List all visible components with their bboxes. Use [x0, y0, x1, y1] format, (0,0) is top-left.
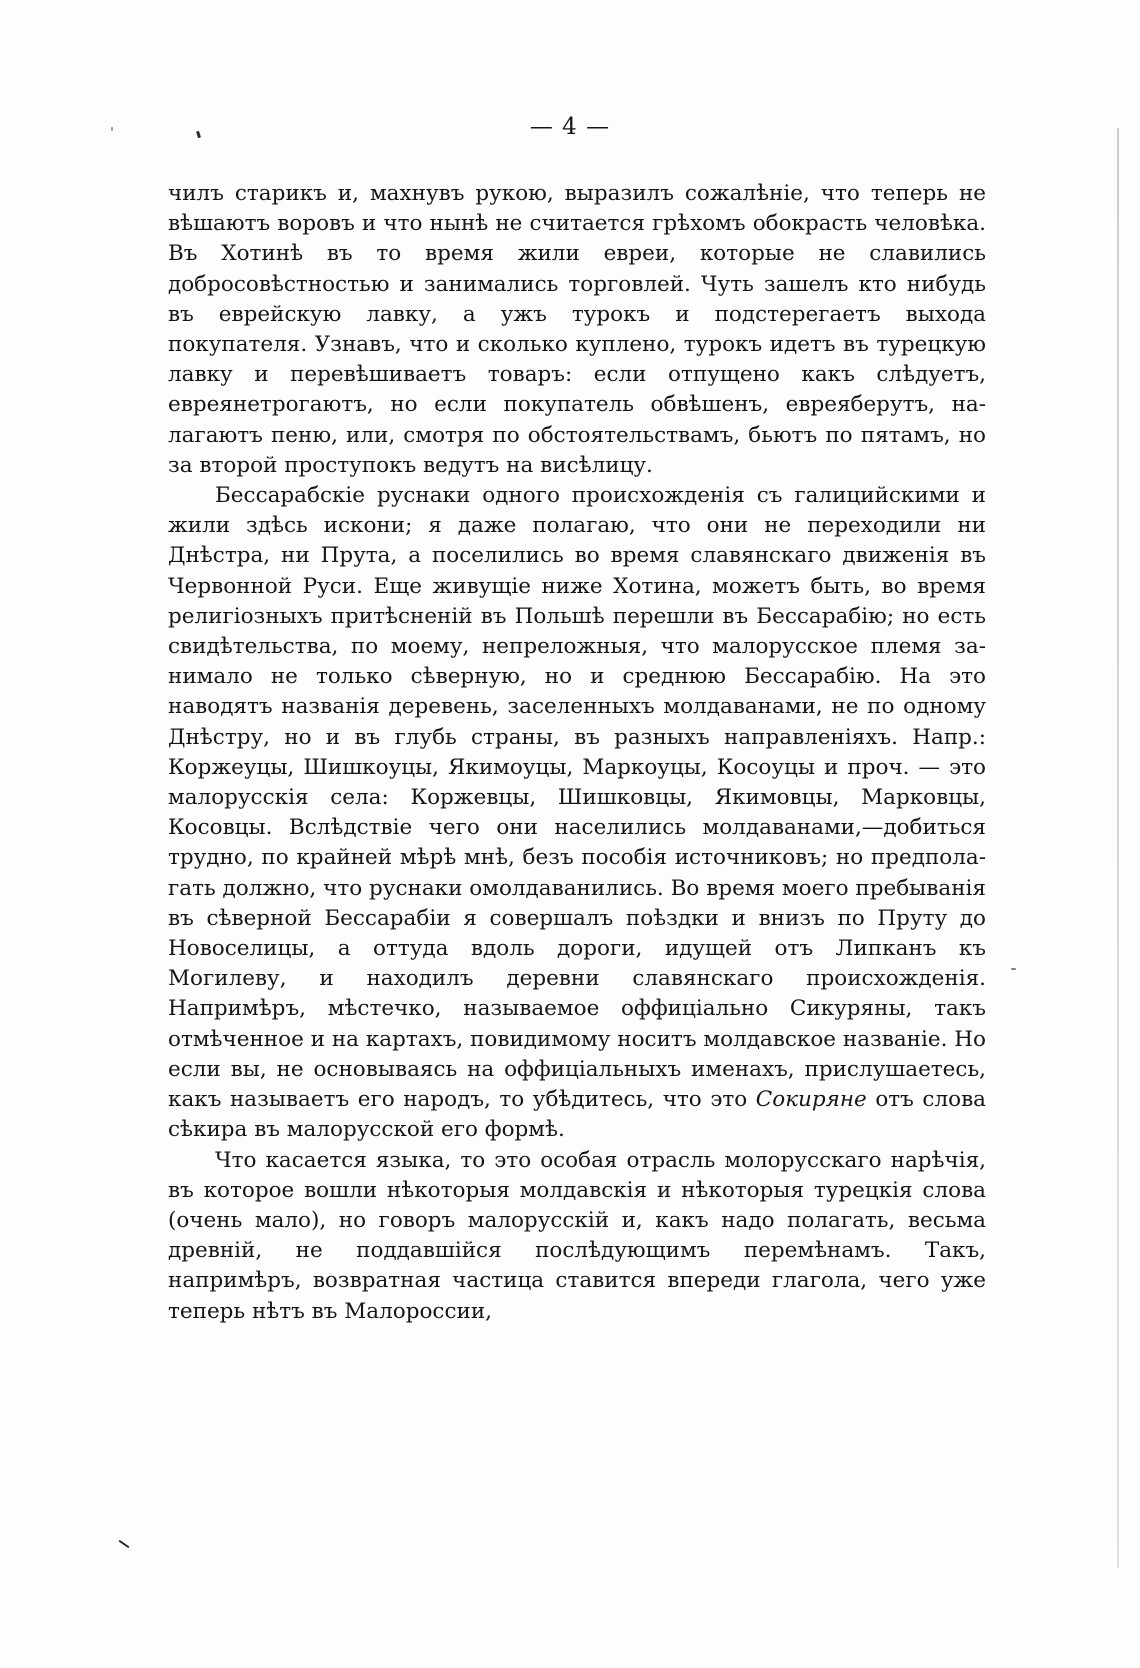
paragraph-3: Что касается языка, то это особая отрасль молорусскаго нарѣчія, въ которое вошли нѣкоторыя молдавскія и нѣкоторыя турецкія слова (очень мало), но говоръ малорусскій и, какъ надо полагать, весьма древній, не поддавшійся послѣдующимъ перемѣнамъ. Такъ, напримѣръ, возвратная частица ставится впереди глагола, чего уже теперь нѣтъ въ Малороссии, [168, 1147, 986, 1324]
page-number: — 4 — [529, 114, 611, 140]
paragraph-2-tail: отъ слова сѣкира въ малорусской его формѣ. [168, 1087, 986, 1143]
paragraph-2-text: Бессарабскіе руснаки одного происхожденія съ галицийскими и жили здѣсь искони; я даже полагаю, что они не переходили ни Днѣстра, ни Прута, а поселились во время славянскаго движенія въ Червонной Руси. Еще живущіе ниже Хотина, можетъ быть, во время религіозныхъ притѣсненій въ Польшѣ перешли въ Бессарабію; но есть свидѣтельства, по моему, непреложныя, что малорусское племя занимало не только сѣверную, но и среднюю Бессарабію. На это наводятъ названія деревень, заселенныхъ молдаванами, не по одному Днѣстру, но и въ глубь страны, въ разныхъ направленіяхъ. Напр.: Коржеуцы, Шишкоуцы, Якимоуцы, Маркоуцы, Косоуцы и проч. — это малорусскія села: Коржевцы, Шишковцы, Якимовцы, Марковцы, Косовцы. Вслѣдствіе чего они населились молдаванами,—добиться трудно, по крайней мѣрѣ мнѣ, безъ пособія источниковъ; но предполагать должно, что руснаки омолдаванились. Во время моего пребыванія въ сѣверной Бессарабіи я совершалъ поѣздки и внизъ по Пруту до Новоселицы, а оттуда вдоль дороги, идущей отъ Липканъ къ Могилеву, и находилъ деревни славянскаго происхожденія. Напримѣръ, мѣстечко, называемое оффиціально Сикуряны, такъ отмѣченное и на картахъ, повидимому носитъ молдавское названіе. Но если вы, не основываясь на оффиціальныхъ именахъ, прислушаетесь, какъ называетъ его народъ, то убѣдитесь, что это [168, 483, 986, 1113]
body-text [168, 179, 986, 1327]
scan-edge-line [1117, 128, 1119, 1568]
scan-speck [1011, 968, 1016, 970]
paragraph-1: чилъ старикъ и, махнувъ рукою, выразилъ сожалѣніе, что теперь не вѣшаютъ воровъ и что нынѣ не считается грѣхомъ обокрасть человѣка. Въ Хотинѣ въ то время жили евреи, которые не славились добросовѣстностью и занимались торговлей. Чуть зашелъ кто нибудь въ еврейскую лавку, а ужъ турокъ и подстерегаетъ выхода покупателя. Узнавъ, что и сколько куплено, турокъ идетъ въ турецкую лавку и перевѣшиваетъ товаръ: если отпущено какъ слѣдуетъ, евреянетрогаютъ, но если покупатель обвѣшенъ, евреяберутъ, налагаютъ пеню, или, смотря по обстоятельствамъ, бьютъ по пятамъ, но за второй проступокъ ведутъ на висѣлицу. [168, 181, 986, 478]
italic-place-name: Сокиряне [755, 1087, 867, 1113]
paragraph-2 [168, 481, 986, 1145]
scan-speck [196, 131, 201, 139]
scan-speck [119, 1540, 130, 1549]
scan-speck [111, 127, 113, 131]
